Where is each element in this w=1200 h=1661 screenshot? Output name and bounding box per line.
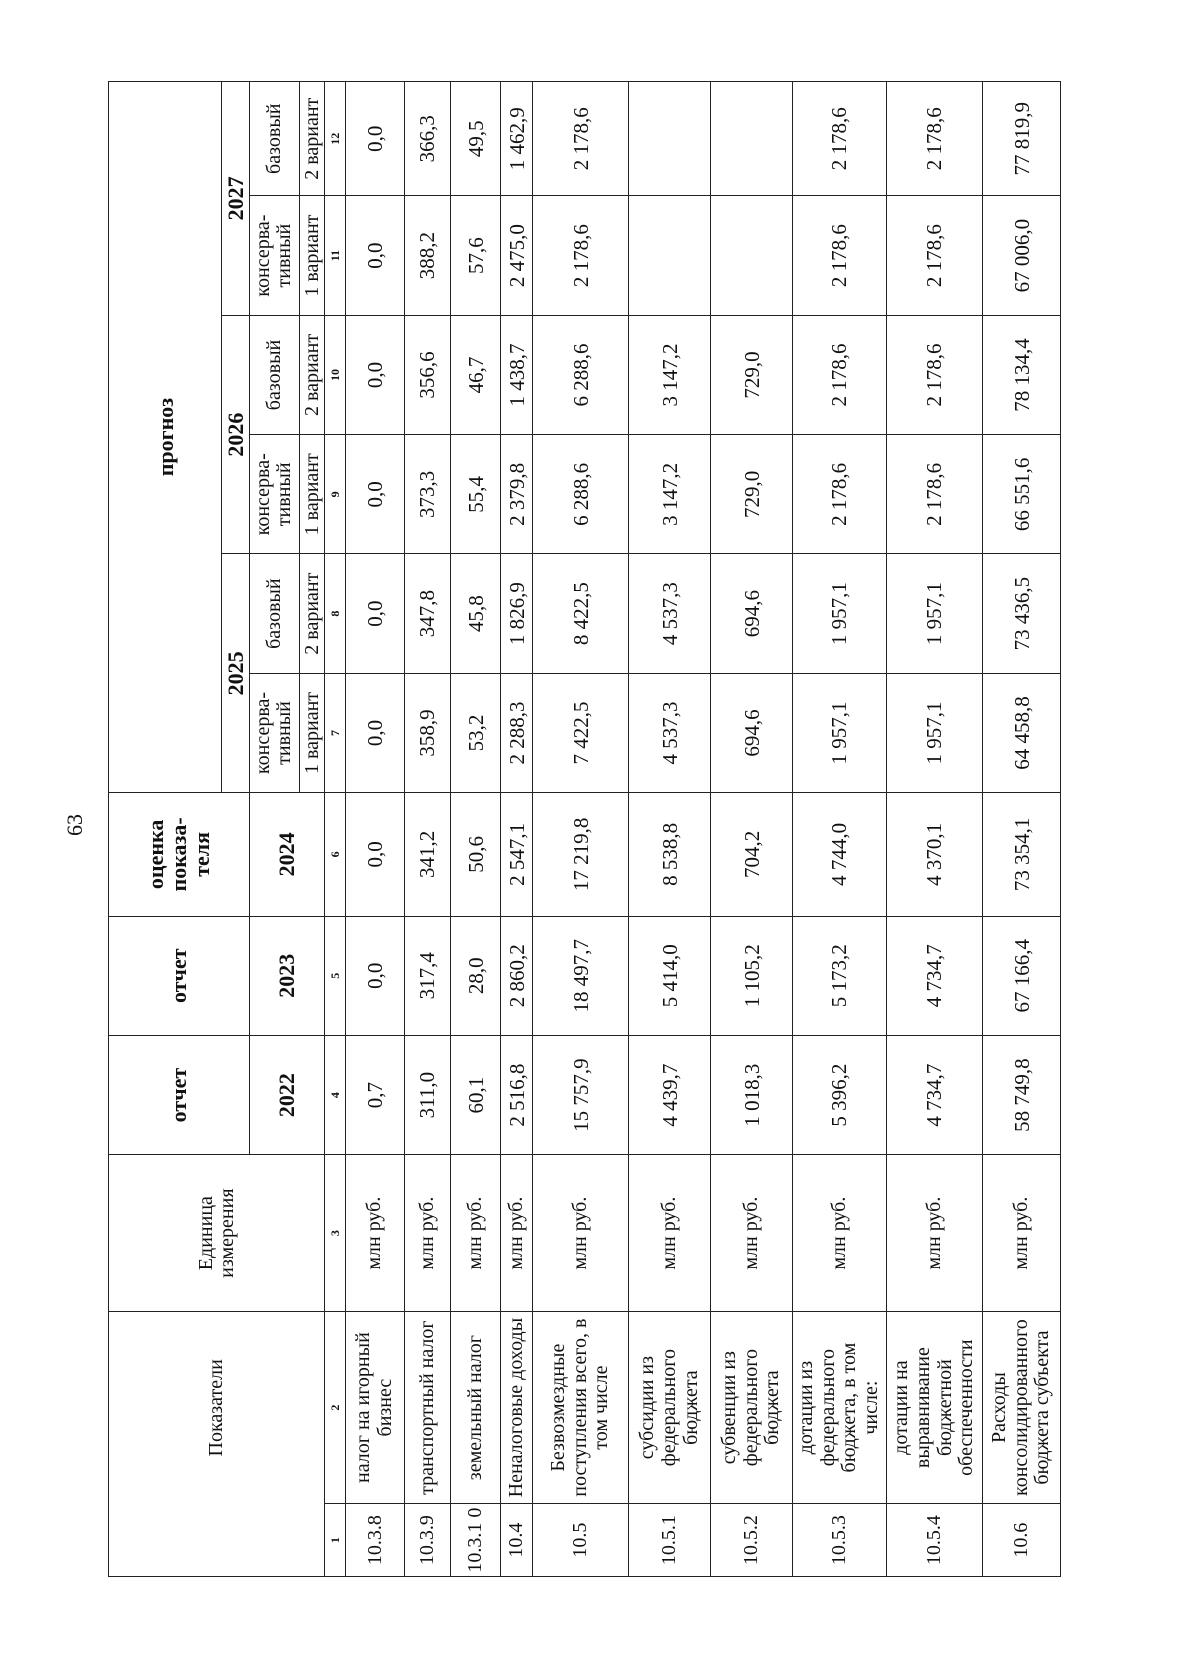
- header-indicators: Показатели: [109, 1312, 325, 1504]
- row-value: 0,0: [346, 916, 405, 1035]
- row-code: 10.4: [501, 1504, 532, 1577]
- row-code: 10.5.3: [793, 1504, 887, 1577]
- row-value: [629, 196, 711, 315]
- row-code: 10.5.1: [629, 1504, 711, 1577]
- row-value: 5 414,0: [629, 916, 711, 1035]
- row-unit: млн руб.: [711, 1155, 793, 1312]
- row-indicator-name: дотации из федерального бюджета, в том числе:: [793, 1312, 887, 1504]
- row-value: 0,0: [346, 673, 405, 792]
- row-value: 366,3: [404, 82, 450, 196]
- row-value: 388,2: [404, 196, 450, 315]
- indicators-table: [108, 81, 1061, 1577]
- row-value: 53,2: [451, 673, 501, 792]
- table-row: [983, 82, 1061, 1577]
- row-indicator-name: дотации на выравнивание бюджетной обеспеченности: [886, 1312, 983, 1504]
- page-number: 63: [62, 814, 87, 836]
- header-year-2022: 2022: [249, 1035, 325, 1154]
- table-row: [451, 82, 501, 1577]
- row-value: 49,5: [451, 82, 501, 196]
- row-value: 356,6: [404, 315, 450, 434]
- row-unit: млн руб.: [532, 1155, 629, 1312]
- table-row: [346, 82, 405, 1577]
- col-number: 1: [325, 1504, 346, 1577]
- row-value: 1 957,1: [793, 554, 887, 673]
- row-value: 57,6: [451, 196, 501, 315]
- col-number: 5: [325, 916, 346, 1035]
- table-row: [886, 82, 983, 1577]
- row-value: 2 178,6: [886, 196, 983, 315]
- row-value: 1 957,1: [886, 673, 983, 792]
- row-unit: млн руб.: [501, 1155, 532, 1312]
- row-value: [711, 82, 793, 196]
- table-row: [404, 82, 450, 1577]
- table-row: [793, 82, 887, 1577]
- col-number: 6: [325, 793, 346, 916]
- row-value: 2 178,6: [886, 315, 983, 434]
- row-value: 17 219,8: [532, 793, 629, 916]
- header-conservative-2025: консерва-тивный: [249, 673, 299, 792]
- row-value: 6 288,6: [532, 315, 629, 434]
- row-value: 67 166,4: [983, 916, 1061, 1035]
- row-value: 77 819,9: [983, 82, 1061, 196]
- row-code: 10.5.2: [711, 1504, 793, 1577]
- row-value: 694,6: [711, 673, 793, 792]
- row-value: 347,8: [404, 554, 450, 673]
- rotated-page-content: [108, 81, 1061, 1577]
- header-empty-cell: [109, 1504, 325, 1577]
- row-value: 8 422,5: [532, 554, 629, 673]
- row-code: 10.3.1 0: [451, 1504, 501, 1577]
- row-value: 55,4: [451, 435, 501, 554]
- row-value: 67 006,0: [983, 196, 1061, 315]
- row-indicator-name: земельный налог: [451, 1312, 501, 1504]
- row-value: 358,9: [404, 673, 450, 792]
- row-value: 729,0: [711, 315, 793, 434]
- row-indicator-name: транспортный налог: [404, 1312, 450, 1504]
- row-value: 2 379,8: [501, 435, 532, 554]
- header-variant1-2027: 1 вариант: [300, 196, 325, 315]
- row-value: 341,2: [404, 793, 450, 916]
- header-variant2-2025: 2 вариант: [300, 554, 325, 673]
- row-value: 373,3: [404, 435, 450, 554]
- row-value: 3 147,2: [629, 435, 711, 554]
- row-value: 1 957,1: [793, 673, 887, 792]
- row-unit: млн руб.: [451, 1155, 501, 1312]
- row-code: 10.5: [532, 1504, 629, 1577]
- row-value: 3 147,2: [629, 315, 711, 434]
- row-value: 4 537,3: [629, 554, 711, 673]
- row-value: 0,0: [346, 793, 405, 916]
- row-value: 2 860,2: [501, 916, 532, 1035]
- row-unit: млн руб.: [629, 1155, 711, 1312]
- table-row: [711, 82, 793, 1577]
- row-value: 0,0: [346, 315, 405, 434]
- row-value: 2 178,6: [532, 82, 629, 196]
- row-value: 66 551,6: [983, 435, 1061, 554]
- row-value: 5 173,2: [793, 916, 887, 1035]
- row-value: 2 288,3: [501, 673, 532, 792]
- row-value: 2 178,6: [532, 196, 629, 315]
- header-year-2023: 2023: [249, 916, 325, 1035]
- row-indicator-name: субвенции из федерального бюджета: [711, 1312, 793, 1504]
- table-row: [629, 82, 711, 1577]
- header-year-2025: 2025: [222, 554, 249, 793]
- row-indicator-name: Неналоговые доходы: [501, 1312, 532, 1504]
- row-value: 45,8: [451, 554, 501, 673]
- row-value: 73 354,1: [983, 793, 1061, 916]
- header-report-2023: отчет: [109, 916, 250, 1035]
- header-year-2024: 2024: [249, 793, 325, 916]
- header-variant1-2026: 1 вариант: [300, 435, 325, 554]
- header-conservative-2027: консерва-тивный: [249, 196, 299, 315]
- col-number: 10: [325, 315, 346, 434]
- row-value: 4 439,7: [629, 1035, 711, 1154]
- col-number: 12: [325, 82, 346, 196]
- col-number: 3: [325, 1155, 346, 1312]
- row-value: 64 458,8: [983, 673, 1061, 792]
- header-report-2022: отчет: [109, 1035, 250, 1154]
- row-indicator-name: Расходы консолидированного бюджета субъекта: [983, 1312, 1061, 1504]
- row-value: [711, 196, 793, 315]
- row-value: 73 436,5: [983, 554, 1061, 673]
- row-value: 4 734,7: [886, 1035, 983, 1154]
- row-value: 2 516,8: [501, 1035, 532, 1154]
- row-value: 2 178,6: [793, 82, 887, 196]
- col-number: 8: [325, 554, 346, 673]
- row-value: 0,0: [346, 82, 405, 196]
- row-unit: млн руб.: [886, 1155, 983, 1312]
- row-value: 6 288,6: [532, 435, 629, 554]
- row-value: 2 178,6: [886, 82, 983, 196]
- row-value: 1 105,2: [711, 916, 793, 1035]
- row-code: 10.5.4: [886, 1504, 983, 1577]
- header-unit: Единица измерения: [109, 1155, 325, 1312]
- row-unit: млн руб.: [404, 1155, 450, 1312]
- header-variant1-2025: 1 вариант: [300, 673, 325, 792]
- row-value: 5 396,2: [793, 1035, 887, 1154]
- row-value: 1 018,3: [711, 1035, 793, 1154]
- row-value: 2 178,6: [793, 435, 887, 554]
- row-indicator-name: Безвозмездные поступления всего, в том числе: [532, 1312, 629, 1504]
- row-value: 15 757,9: [532, 1035, 629, 1154]
- header-base-2027: базовый: [249, 82, 299, 196]
- header-year-2026: 2026: [222, 315, 249, 554]
- header-conservative-2026: консерва-тивный: [249, 435, 299, 554]
- row-value: 8 538,8: [629, 793, 711, 916]
- row-value: 4 734,7: [886, 916, 983, 1035]
- table-row: [501, 82, 532, 1577]
- row-value: 1 826,9: [501, 554, 532, 673]
- header-year-2027: 2027: [222, 82, 249, 316]
- row-value: 2 475,0: [501, 196, 532, 315]
- row-value: 311,0: [404, 1035, 450, 1154]
- row-value: 4 744,0: [793, 793, 887, 916]
- row-unit: млн руб.: [346, 1155, 405, 1312]
- row-unit: млн руб.: [983, 1155, 1061, 1312]
- row-unit: млн руб.: [793, 1155, 887, 1312]
- row-value: 78 134,4: [983, 315, 1061, 434]
- row-code: 10.3.8: [346, 1504, 405, 1577]
- row-code: 10.6: [983, 1504, 1061, 1577]
- row-value: 4 537,3: [629, 673, 711, 792]
- row-value: 18 497,7: [532, 916, 629, 1035]
- row-value: 46,7: [451, 315, 501, 434]
- row-value: 1 438,7: [501, 315, 532, 434]
- row-value: 2 547,1: [501, 793, 532, 916]
- row-value: 2 178,6: [886, 435, 983, 554]
- row-value: [629, 82, 711, 196]
- col-number: 2: [325, 1312, 346, 1504]
- row-value: 317,4: [404, 916, 450, 1035]
- col-number: 7: [325, 673, 346, 792]
- header-base-2025: базовый: [249, 554, 299, 673]
- row-value: 1 462,9: [501, 82, 532, 196]
- row-value: 1 957,1: [886, 554, 983, 673]
- row-value: 2 178,6: [793, 196, 887, 315]
- header-forecast: прогноз: [109, 82, 222, 793]
- row-value: 0,7: [346, 1035, 405, 1154]
- col-number: 4: [325, 1035, 346, 1154]
- row-code: 10.3.9: [404, 1504, 450, 1577]
- row-value: 4 370,1: [886, 793, 983, 916]
- col-number: 9: [325, 435, 346, 554]
- row-value: 7 422,5: [532, 673, 629, 792]
- row-value: 694,6: [711, 554, 793, 673]
- header-base-2026: базовый: [249, 315, 299, 434]
- row-indicator-name: налог на игорный бизнес: [346, 1312, 405, 1504]
- table-row: [532, 82, 629, 1577]
- row-value: 0,0: [346, 196, 405, 315]
- row-value: 729,0: [711, 435, 793, 554]
- row-value: 2 178,6: [793, 315, 887, 434]
- row-value: 50,6: [451, 793, 501, 916]
- header-variant2-2027: 2 вариант: [300, 82, 325, 196]
- header-variant2-2026: 2 вариант: [300, 315, 325, 434]
- row-value: 0,0: [346, 554, 405, 673]
- row-value: 28,0: [451, 916, 501, 1035]
- row-value: 704,2: [711, 793, 793, 916]
- row-value: 58 749,8: [983, 1035, 1061, 1154]
- col-number: 11: [325, 196, 346, 315]
- header-estimate: оценка показа-теля: [109, 793, 250, 916]
- row-value: 0,0: [346, 435, 405, 554]
- row-value: 60,1: [451, 1035, 501, 1154]
- row-indicator-name: субсидии из федерального бюджета: [629, 1312, 711, 1504]
